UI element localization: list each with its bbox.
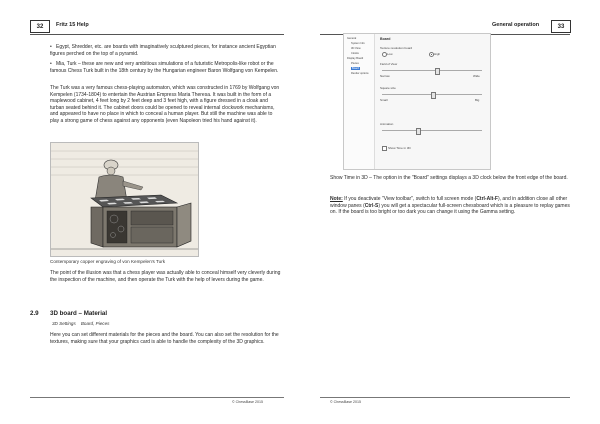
tree-item-system-info[interactable]: System Info: [351, 42, 365, 45]
show-time-checkbox[interactable]: [382, 146, 387, 151]
texture-low-label: Low: [387, 52, 393, 56]
section-title: 3D board – Material: [50, 310, 108, 317]
page-number: 33: [551, 20, 571, 33]
page-number: 32: [30, 20, 50, 33]
turk-engraving-drawing: [51, 143, 198, 256]
tree-item-board[interactable]: Board: [352, 67, 359, 70]
fov-slider-thumb[interactable]: [435, 68, 440, 75]
fov-min-label: Narrow: [380, 74, 390, 78]
square-size-label: Square size: [380, 86, 396, 90]
section-subtitle: 3D Settings Board, Pieces: [52, 321, 110, 326]
footer-copyright: © ChessBase 2015: [232, 400, 264, 404]
animation-slider-thumb[interactable]: [416, 128, 421, 135]
header-title: Fritz 15 Help: [56, 22, 89, 28]
section-number: 2.9: [30, 310, 39, 317]
image-caption: Contemporary copper engraving of von Kempelen's Turk: [50, 259, 166, 264]
panel-title: Board: [380, 37, 391, 41]
fov-slider-track[interactable]: [382, 70, 482, 71]
shortcut-fullscreen: Ctrl-Alt-F: [476, 196, 498, 202]
footer-rule: [320, 397, 570, 398]
header-rule: [30, 34, 284, 35]
settings-tree: [344, 34, 375, 169]
tree-item-clocks[interactable]: Clocks: [351, 52, 359, 55]
tree-item-pieces[interactable]: Pieces: [351, 62, 359, 65]
footer-copyright: © ChessBase 2015: [330, 400, 362, 404]
board-settings-panel: [377, 36, 487, 166]
shortcut-close-panes: Ctrl-S: [364, 202, 379, 209]
note-label: Note:: [330, 196, 343, 202]
paragraph-note: Note: If you deactivate "View toolbar", switch to full screen mode (Ctrl-Alt-F), and in addition close all other window panes (Ctrl-S) you will get a spectacular full-screen chessboard which is a pleasure to replay games on. If the board is too bright or too dark you can change it using the Gamma setting.: [330, 196, 570, 216]
animation-slider-track[interactable]: [382, 130, 482, 131]
header-title: General operation: [492, 22, 540, 28]
paragraph-turk: The Turk was a very famous chess-playing automaton, which was constructed in 1769 by Wolfgang von Kempelen (1734-1804) to entertain the Austrian Empress Maria Theresa. It was built in the form of a maplewood cabinet, 4 feet long by 2 feet deep and 3 feet high, with a figure dressed in a cloak and turban seated behind it. The cabinet doors could be opened to reveal internal clockwork mechanisms, and appeared to have no place in which to conceal a human player. But still the machine was able to play a strong game of chess against any opponents (even Napoleon tried his hand against it).: [50, 85, 280, 124]
texture-label: Texture resolution board: [380, 46, 413, 50]
bullet-icon: •: [50, 44, 52, 50]
fov-max-label: Wide: [473, 74, 480, 78]
animation-label: Animation: [380, 122, 394, 126]
board-settings-screenshot: [343, 33, 491, 170]
tree-item-display-board[interactable]: Display Board: [347, 57, 364, 60]
tree-item-general[interactable]: General: [347, 37, 357, 40]
bullet-item: • Mia, Turk – these are new and very ambitious simulations of a futuristic Metropolis-like robot or the famous Chess Turk built in the 18th century by the Hungarian engineer Baron Wolfgang von Kempelen.: [50, 61, 279, 74]
bullet-icon: •: [50, 61, 52, 67]
tree-item-render-options[interactable]: Render options: [351, 72, 369, 75]
turk-engraving-image: [50, 142, 199, 257]
square-size-min-label: Small: [380, 98, 388, 102]
bullet-item: • Egypt, Shredder, etc. are boards with imaginatively sculptured pieces, for instance ancient Egyptian figures perched on the top of a pyramid.: [50, 44, 276, 57]
texture-high-label: High: [434, 52, 441, 56]
square-size-slider-thumb[interactable]: [431, 92, 436, 99]
square-size-max-label: Big: [475, 98, 480, 102]
paragraph-illusion: The point of the illusion was that a chess player was actually able to conceal himself very cleverly during the inspection of the machine, and then operate the Turk with the help of levers during the game.: [50, 270, 281, 283]
tree-item-3d-view[interactable]: 3D View: [351, 47, 361, 50]
paragraph-material: Here you can set different materials for the pieces and the board. You can also set the resolution for the textures, making sure that your graphics card is able to handle the complexity of the 3D graphics.: [50, 332, 279, 345]
show-time-label: Show Time in 3D: [388, 146, 411, 150]
fov-label: Field of View: [380, 62, 398, 66]
footer-rule: [30, 397, 284, 398]
paragraph-show-time: Show Time in 3D – The option in the "Board" settings displays a 3D clock below the front edge of the board.: [330, 175, 568, 181]
